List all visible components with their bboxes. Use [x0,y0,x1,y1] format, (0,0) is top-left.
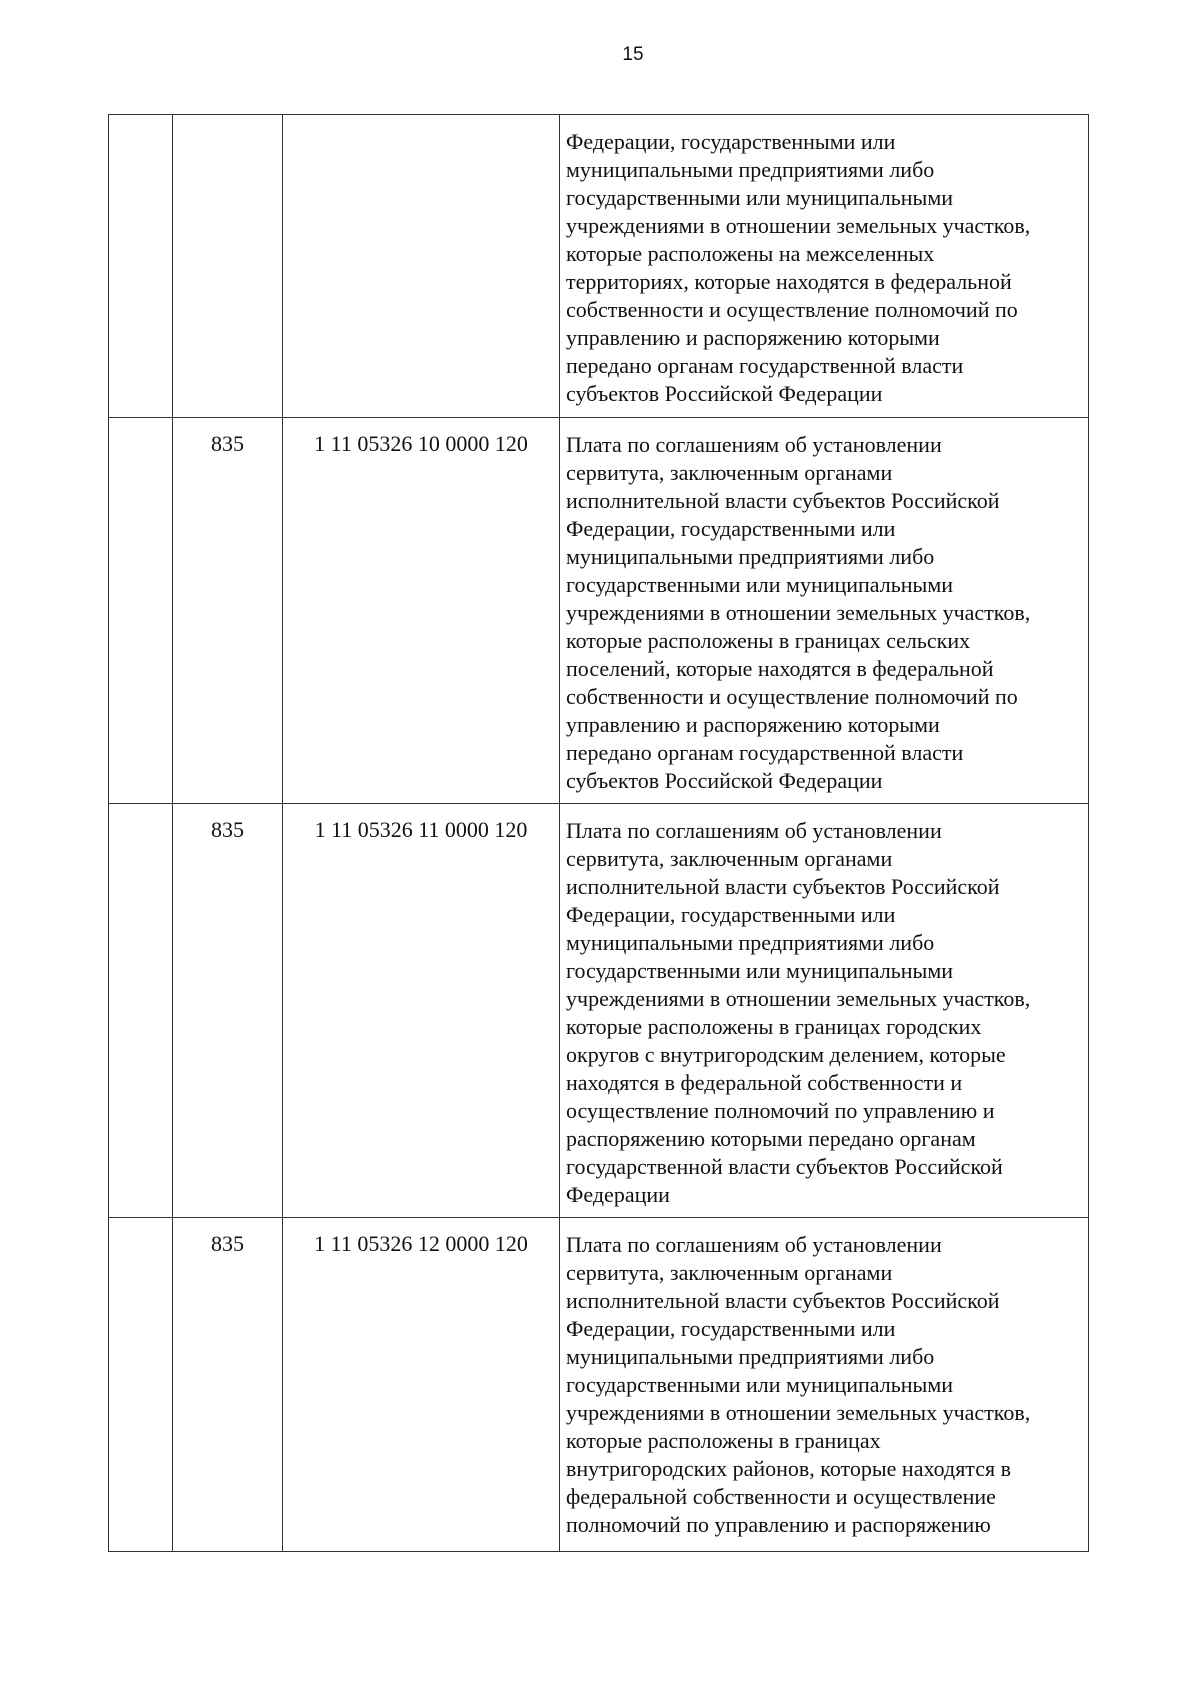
empty-cell [109,115,173,418]
revenue-name-line: исполнительной власти субъектов Российской [566,488,1000,513]
revenue-name-line: Федерации, государственными или [566,129,896,154]
admin-code-cell: 835 [173,804,283,1218]
revenue-name-line: учреждениями в отношении земельных участков, [566,600,1031,625]
revenue-name-cell [560,804,1089,1218]
revenue-name-line: осуществление полномочий по управлению и [566,1098,995,1123]
table-row [109,115,1089,418]
revenue-name-line: муниципальными предприятиями либо [566,544,935,569]
revenue-code-cell: 1 11 05326 11 0000 120 [283,804,560,1218]
revenue-code-cell: 1 11 05326 12 0000 120 [283,1218,560,1552]
page-number: 15 [622,44,644,65]
revenue-name-cell [560,1218,1089,1552]
revenue-name-line: государственными или муниципальными [566,958,954,983]
admin-code-cell: 835 [173,418,283,804]
revenue-name-line: учреждениями в отношении земельных участков, [566,1400,1031,1425]
revenue-name-line: передано органам государственной власти [566,740,964,765]
table-row [109,804,1089,1218]
empty-cell [109,804,173,1218]
revenue-name-line: которые расположены в границах сельских [566,628,971,653]
revenue-name-line: внутригородских районов, которые находятся в [566,1456,1011,1481]
revenue-name-line: исполнительной власти субъектов Российской [566,1288,1000,1313]
revenue-name-line: федеральной собственности и осуществление [566,1484,996,1509]
revenue-name-line: территориях, которые находятся в федеральной [566,269,1012,294]
revenue-name-line: государственными или муниципальными [566,572,954,597]
revenue-name-line: которые расположены на межселенных [566,241,935,266]
revenue-name-line: Федерации [566,1182,670,1207]
revenue-name-line: распоряжению которыми передано органам [566,1126,976,1151]
revenue-name-line: полномочий по управлению и распоряжению [566,1512,991,1537]
revenue-name-cell [560,115,1089,418]
revenue-name-line: сервитута, заключенным органами [566,846,893,871]
revenue-name-line: управлению и распоряжению которыми [566,712,940,737]
revenue-name-line: субъектов Российской Федерации [566,381,883,406]
revenue-name-line: Плата по соглашениям об установлении [566,432,942,457]
revenue-name-line: муниципальными предприятиями либо [566,930,935,955]
revenue-name-line: государственными или муниципальными [566,185,954,210]
revenue-name-line: которые расположены в границах [566,1428,881,1453]
revenue-name-line: управлению и распоряжению которыми [566,325,940,350]
revenue-name-line: округов с внутригородским делением, которые [566,1042,1006,1067]
revenue-code-cell [283,115,560,418]
table-row [109,418,1089,804]
revenue-name-cell [560,418,1089,804]
revenue-name-line: учреждениями в отношении земельных участков, [566,213,1031,238]
admin-code-cell: 835 [173,1218,283,1552]
revenue-name-line: Плата по соглашениям об установлении [566,818,942,843]
revenue-codes-table [108,114,1089,1552]
revenue-name-line: находятся в федеральной собственности и [566,1070,963,1095]
revenue-name-line: муниципальными предприятиями либо [566,157,935,182]
table-row [109,1218,1089,1552]
revenue-name-line: которые расположены в границах городских [566,1014,982,1039]
revenue-name-line: передано органам государственной власти [566,353,964,378]
revenue-name-line: Федерации, государственными или [566,516,896,541]
empty-cell [109,418,173,804]
revenue-name-line: исполнительной власти субъектов Российской [566,874,1000,899]
revenue-name-line: поселений, которые находятся в федеральной [566,656,994,681]
revenue-name-line: Плата по соглашениям об установлении [566,1232,942,1257]
empty-cell [109,1218,173,1552]
revenue-name-line: государственными или муниципальными [566,1372,954,1397]
revenue-code-cell: 1 11 05326 10 0000 120 [283,418,560,804]
revenue-name-line: собственности и осуществление полномочий по [566,684,1018,709]
revenue-name-line: сервитута, заключенным органами [566,460,893,485]
revenue-name-line: учреждениями в отношении земельных участков, [566,986,1031,1011]
admin-code-cell [173,115,283,418]
revenue-name-line: субъектов Российской Федерации [566,768,883,793]
revenue-name-line: Федерации, государственными или [566,1316,896,1341]
revenue-name-line: муниципальными предприятиями либо [566,1344,935,1369]
revenue-name-line: государственной власти субъектов Российской [566,1154,1003,1179]
revenue-name-line: Федерации, государственными или [566,902,896,927]
revenue-name-line: сервитута, заключенным органами [566,1260,893,1285]
revenue-name-line: собственности и осуществление полномочий по [566,297,1018,322]
